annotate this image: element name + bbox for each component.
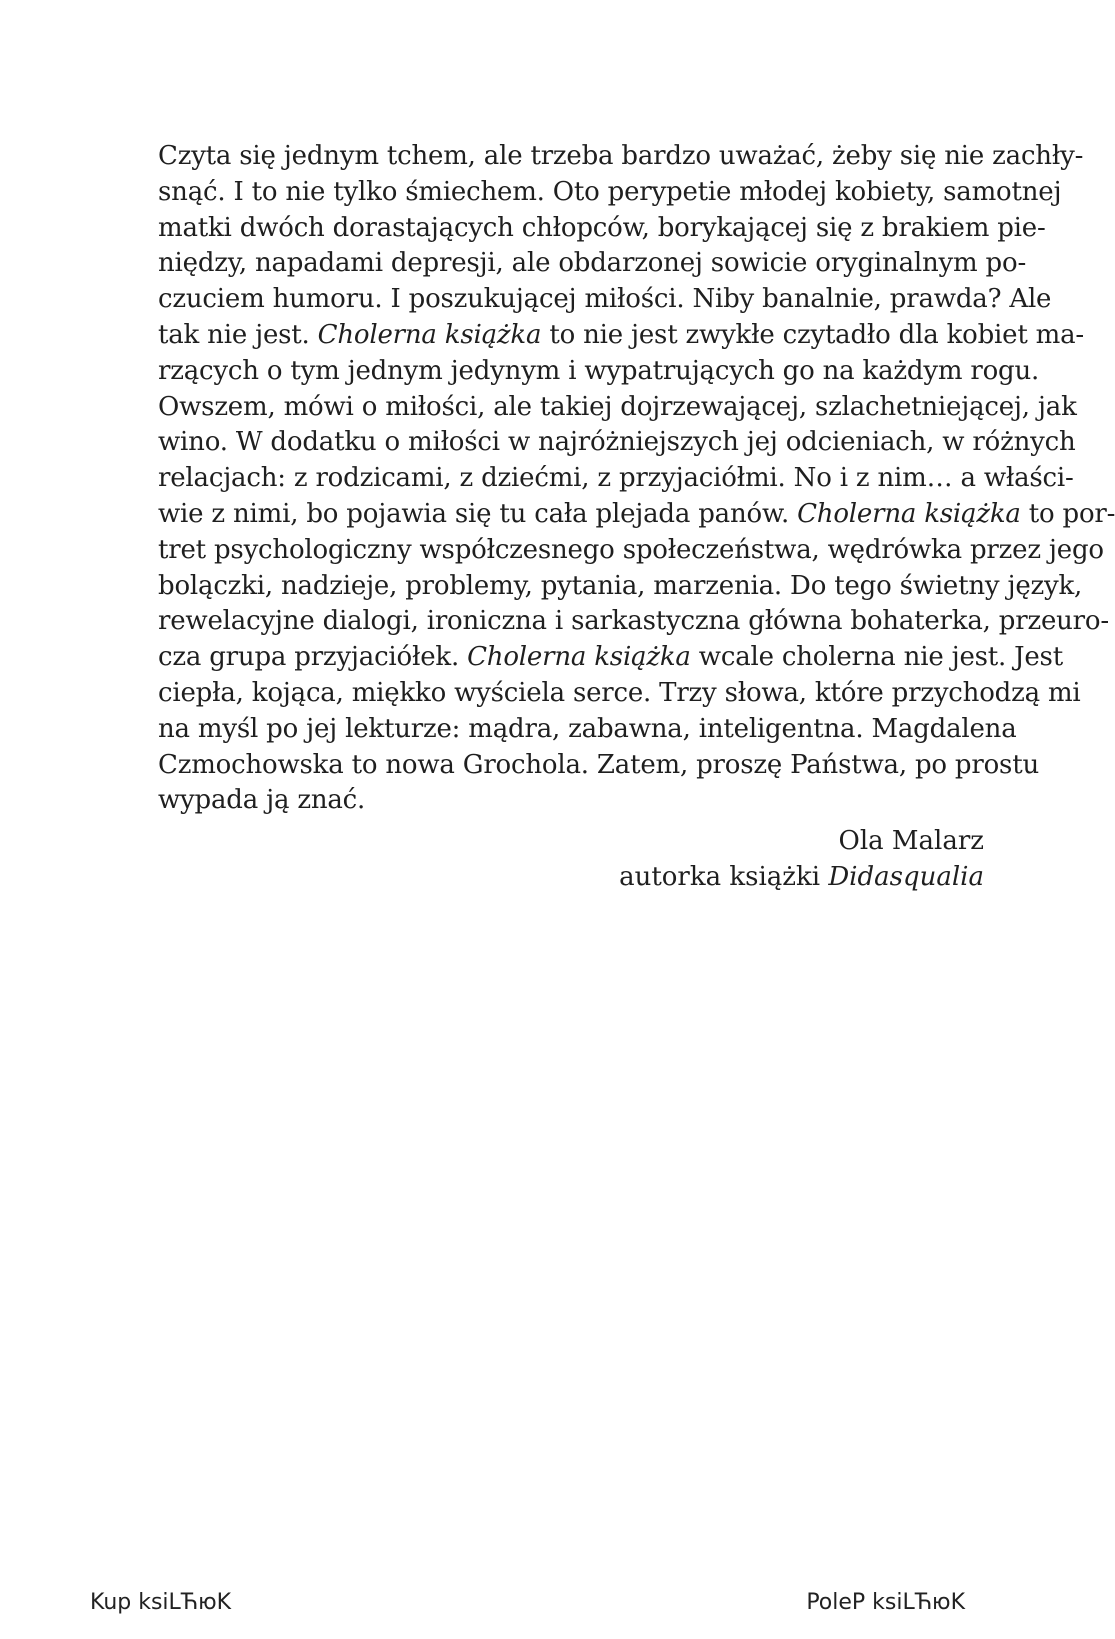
blurb-line bbox=[158, 424, 1076, 460]
blurb-line-text: wypada ją znać. bbox=[158, 785, 366, 816]
blurb-line-text: rewelacyjne dialogi, ironiczna i sarkastyczna główna bohaterka, przeuro- bbox=[158, 606, 1109, 637]
blurb-line bbox=[158, 496, 1115, 532]
blurb-line-text: ciepła, kojąca, miękko wyściela serce. Trzy słowa, które przychodzą mi bbox=[158, 678, 1081, 708]
blurb-line-text: snąć. I to nie tylko śmiechem. Oto perypetie młodej kobiety, samotnej bbox=[158, 176, 1062, 207]
blurb-line-text: cza grupa przyjaciółek. bbox=[158, 642, 468, 673]
blurb-line bbox=[158, 317, 1085, 353]
blurb-line bbox=[158, 532, 1104, 568]
blurb-line bbox=[158, 747, 1039, 783]
blurb-line-text: rzących o tym jednym jedynym i wypatrujących go na każdym rogu. bbox=[158, 355, 1040, 386]
signature-author-name: Ola Malarz bbox=[838, 826, 984, 856]
blurb-line-text: wcale cholerna nie jest. Jest bbox=[690, 642, 1063, 673]
blurb-line-text: niędzy, napadami depresji, ale obdarzonej sowicie oryginalnym po- bbox=[158, 248, 1027, 279]
blurb-line bbox=[158, 568, 1083, 604]
blurb-line bbox=[158, 210, 1046, 246]
blurb-line bbox=[158, 711, 1017, 747]
blurb-line-text: Czmochowska to nowa Grochola. Zatem, proszę Państwa, po prostu bbox=[158, 749, 1039, 780]
blurb-line-text: tak nie jest. bbox=[158, 320, 318, 350]
blurb-line-text: wie z nimi, bo pojawia się tu cała plejada panów. bbox=[158, 499, 798, 529]
blurb-line-text: relacjach: z rodzicami, z dziećmi, z przyjaciółmi. No i z nim… a właści- bbox=[158, 463, 1074, 494]
blurb-line-text: czuciem humoru. I poszukującej miłości. Niby banalnie, prawda? Ale bbox=[158, 284, 1052, 315]
blurb-line bbox=[158, 460, 1074, 496]
blurb-line bbox=[158, 782, 365, 818]
blurb-line-text: matki dwóch dorastających chłopców, borykającej się z brakiem pie- bbox=[158, 212, 1046, 243]
blurb-line bbox=[158, 353, 1040, 389]
blurb-line-text: na myśl po jej lekturze: mądra, zabawna, inteligentna. Magdalena bbox=[158, 713, 1017, 744]
blurb-line-text: Czyta się jednym tchem, ale trzeba bardzo uważać, żeby się nie zachły- bbox=[158, 141, 1084, 171]
blurb-line-text: tret psychologiczny współczesnego społeczeństwa, wędrówka przez jego bbox=[158, 534, 1104, 565]
book-title-italic: Cholerna książka bbox=[467, 642, 691, 673]
blurb-line-text: to nie jest zwykłe czytadło dla kobiet ma- bbox=[541, 320, 1085, 350]
blurb-line bbox=[158, 675, 1081, 711]
book-title-italic: Cholerna książka bbox=[317, 320, 542, 350]
blurb-line-text: to por- bbox=[1020, 499, 1115, 529]
blurb-line bbox=[158, 245, 1027, 281]
recommend-book-link[interactable]: PoleP ksiLЋюK bbox=[806, 1590, 965, 1615]
signature-author-desc-text: autorka książki bbox=[619, 862, 829, 892]
blurb-line-text: bolączki, nadzieje, problemy, pytania, marzenia. Do tego świetny język, bbox=[158, 570, 1083, 601]
book-title-italic: Cholerna książka bbox=[797, 499, 1021, 529]
signature-book-title: Didasqualia bbox=[828, 862, 984, 892]
blurb-line bbox=[158, 281, 1052, 317]
buy-book-link[interactable]: Kup ksiLЋюK bbox=[90, 1590, 232, 1615]
blurb-line-text: wino. W dodatku o miłości w najróżniejszych jej odcieniach, w różnych bbox=[158, 427, 1076, 458]
blurb-line bbox=[158, 174, 1062, 210]
blurb-line bbox=[158, 389, 1077, 425]
blurb-line bbox=[158, 603, 1109, 639]
blurb-line bbox=[158, 138, 1084, 174]
signature-author-description bbox=[619, 859, 984, 895]
blurb-line-text: Owszem, mówi o miłości, ale takiej dojrzewającej, szlachetniejącej, jak bbox=[158, 391, 1077, 422]
blurb-line bbox=[158, 639, 1063, 675]
